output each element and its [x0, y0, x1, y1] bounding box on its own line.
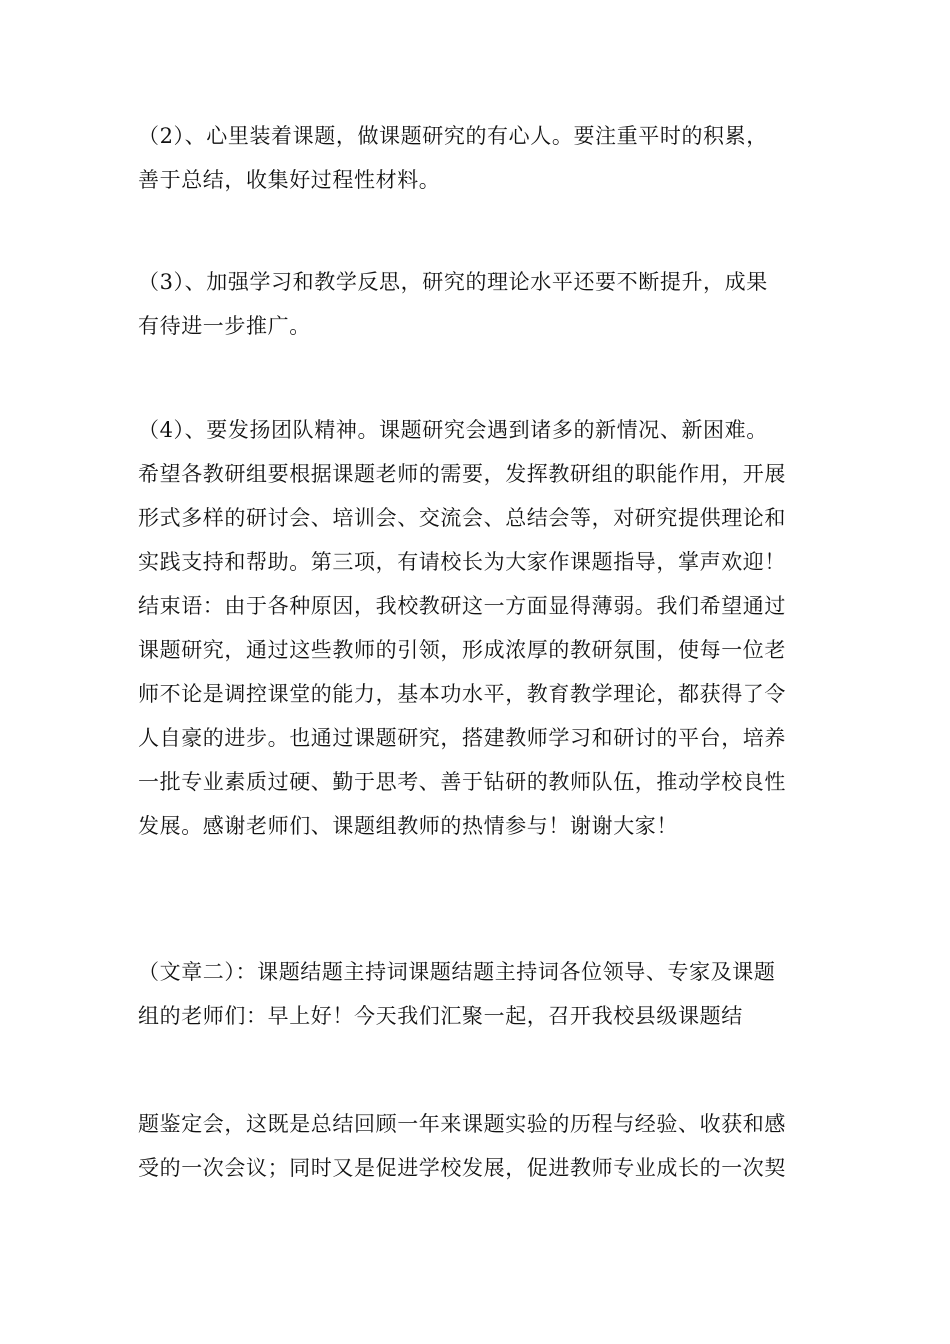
- text-line: 有待进一步推广。: [138, 314, 311, 338]
- text-line: 善于总结，收集好过程性材料。: [138, 168, 441, 192]
- text-line: （3）、加强学习和教学反思，研究的理论水平还要不断提升，成果: [138, 270, 768, 294]
- paragraph-article-two: [138, 950, 818, 1038]
- text-line: 人自豪的进步。也通过课题研究，搭建教师学习和研讨的平台，培养: [138, 726, 786, 750]
- text-line: （4）、要发扬团队精神。课题研究会遇到诸多的新情况、新困难。: [138, 418, 768, 442]
- text-line: 一批专业素质过硬、勤于思考、善于钻研的教师队伍，推动学校良性: [138, 770, 786, 794]
- text-line: （2）、心里装着课题，做课题研究的有心人。要注重平时的积累，: [138, 124, 768, 148]
- text-line: 受的一次会议；同时又是促进学校发展，促进教师专业成长的一次契: [138, 1156, 786, 1180]
- text-line: （文章二）：课题结题主持词课题结题主持词各位领导、专家及课题: [138, 960, 776, 984]
- text-line: 课题研究，通过这些教师的引领，形成浓厚的教研氛围，使每一位老: [138, 638, 786, 662]
- text-line: 形式多样的研讨会、培训会、交流会、总结会等，对研究提供理论和: [138, 506, 786, 530]
- paragraph-item-3: [138, 260, 818, 348]
- paragraph-item-4-and-closing: [138, 408, 818, 848]
- text-line: 结束语：由于各种原因，我校教研这一方面显得薄弱。我们希望通过: [138, 594, 786, 618]
- text-line: 实践支持和帮助。第三项，有请校长为大家作课题指导，掌声欢迎！: [138, 550, 786, 574]
- paragraph-continuation: [138, 1102, 818, 1190]
- text-line: 师不论是调控课堂的能力，基本功水平，教育教学理论，都获得了令: [138, 682, 786, 706]
- text-line: 组的老师们：早上好！今天我们汇聚一起，召开我校县级课题结: [138, 1004, 743, 1028]
- text-line: 题鉴定会，这既是总结回顾一年来课题实验的历程与经验、收获和感: [138, 1112, 786, 1136]
- text-line: 发展。感谢老师们、课题组教师的热情参与！谢谢大家！: [138, 814, 678, 838]
- paragraph-item-2: [138, 114, 818, 202]
- text-line: 希望各教研组要根据课题老师的需要，发挥教研组的职能作用，开展: [138, 462, 786, 486]
